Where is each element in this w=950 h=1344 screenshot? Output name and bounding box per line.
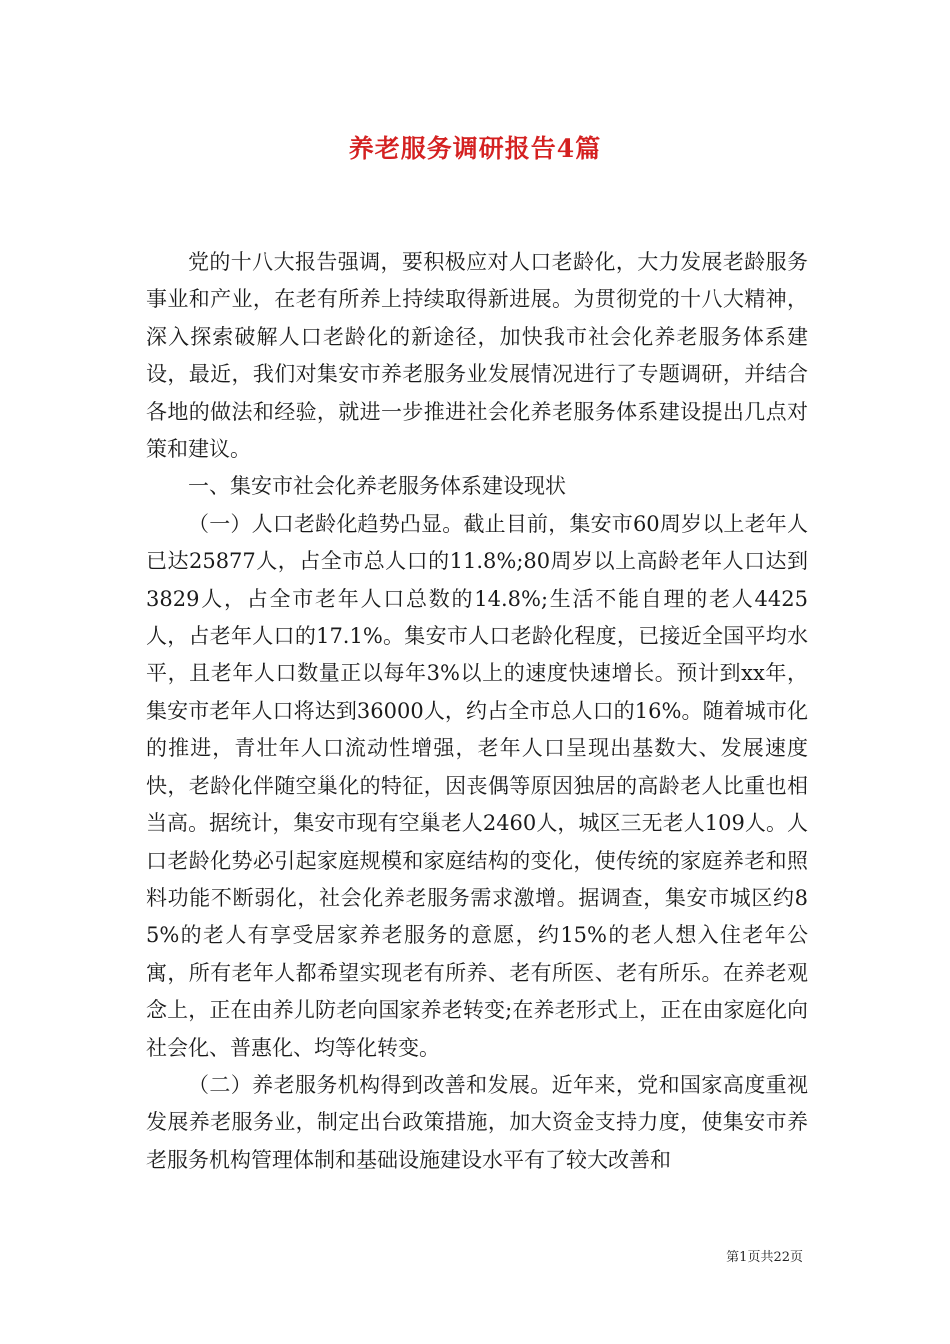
intro-paragraph: 党的十八大报告强调，要积极应对人口老龄化，大力发展老龄服务事业和产业，在老有所养上持续取得新进展。为贯彻党的十八大精神，深入探索破解人口老龄化的新途径，加快我市社会化养老服务体系建设，最近，我们对集安市养老服务业发展情况进行了专题调研，并结合各地的做法和经验，就进一步推进社会化养老服务体系建设提出几点对策和建议。 xyxy=(146,250,808,462)
section-heading: 一、集安市社会化养老服务体系建设现状 xyxy=(188,474,566,499)
document-body xyxy=(146,244,808,1179)
document-title: 养老服务调研报告4篇 xyxy=(348,134,602,163)
subsection-paragraph-2: （二）养老服务机构得到改善和发展。近年来，党和国家高度重视发展养老服务业，制定出台政策措施，加大资金支持力度，使集安市养老服务机构管理体制和基础设施建设水平有了较大改善和 xyxy=(146,1072,808,1172)
page-number-footer: 第1页共22页 xyxy=(726,1250,803,1265)
subsection-paragraph-1: （一）人口老龄化趋势凸显。截止目前，集安市60周岁以上老年人已达25877人，占全市总人口的11.8%;80周岁以上高龄老年人口达到3829人，占全市老年人口总数的14.8%;生活不能自理的老人4425人，占老年人口的17.1%。集安市人口老龄化程度，已接近全国平均水平，且老年人口数量正以每年3%以上的速度快速增长。预计到xx年，集安市老年人口将达到36000人，约占全市总人口的16%。随着城市化的推进，青壮年人口流动性增强，老年人口呈现出基数大、发展速度快，老龄化伴随空巢化的特征，因丧偶等原因独居的高龄老人比重也相当高。据统计，集安市现有空巢老人2460人，城区三无老人109人。人口老龄化势必引起家庭规模和家庭结构的变化，使传统的家庭养老和照料功能不断弱化，社会化养老服务需求激增。据调查，集安市城区约85%的老人有享受居家养老服务的意愿，约15%的老人想入住老年公寓，所有老年人都希望实现老有所养、老有所医、老有所乐。在养老观念上，正在由养儿防老向国家养老转变;在养老形式上，正在由家庭化向社会化、普惠化、均等化转变。 xyxy=(146,511,808,1060)
